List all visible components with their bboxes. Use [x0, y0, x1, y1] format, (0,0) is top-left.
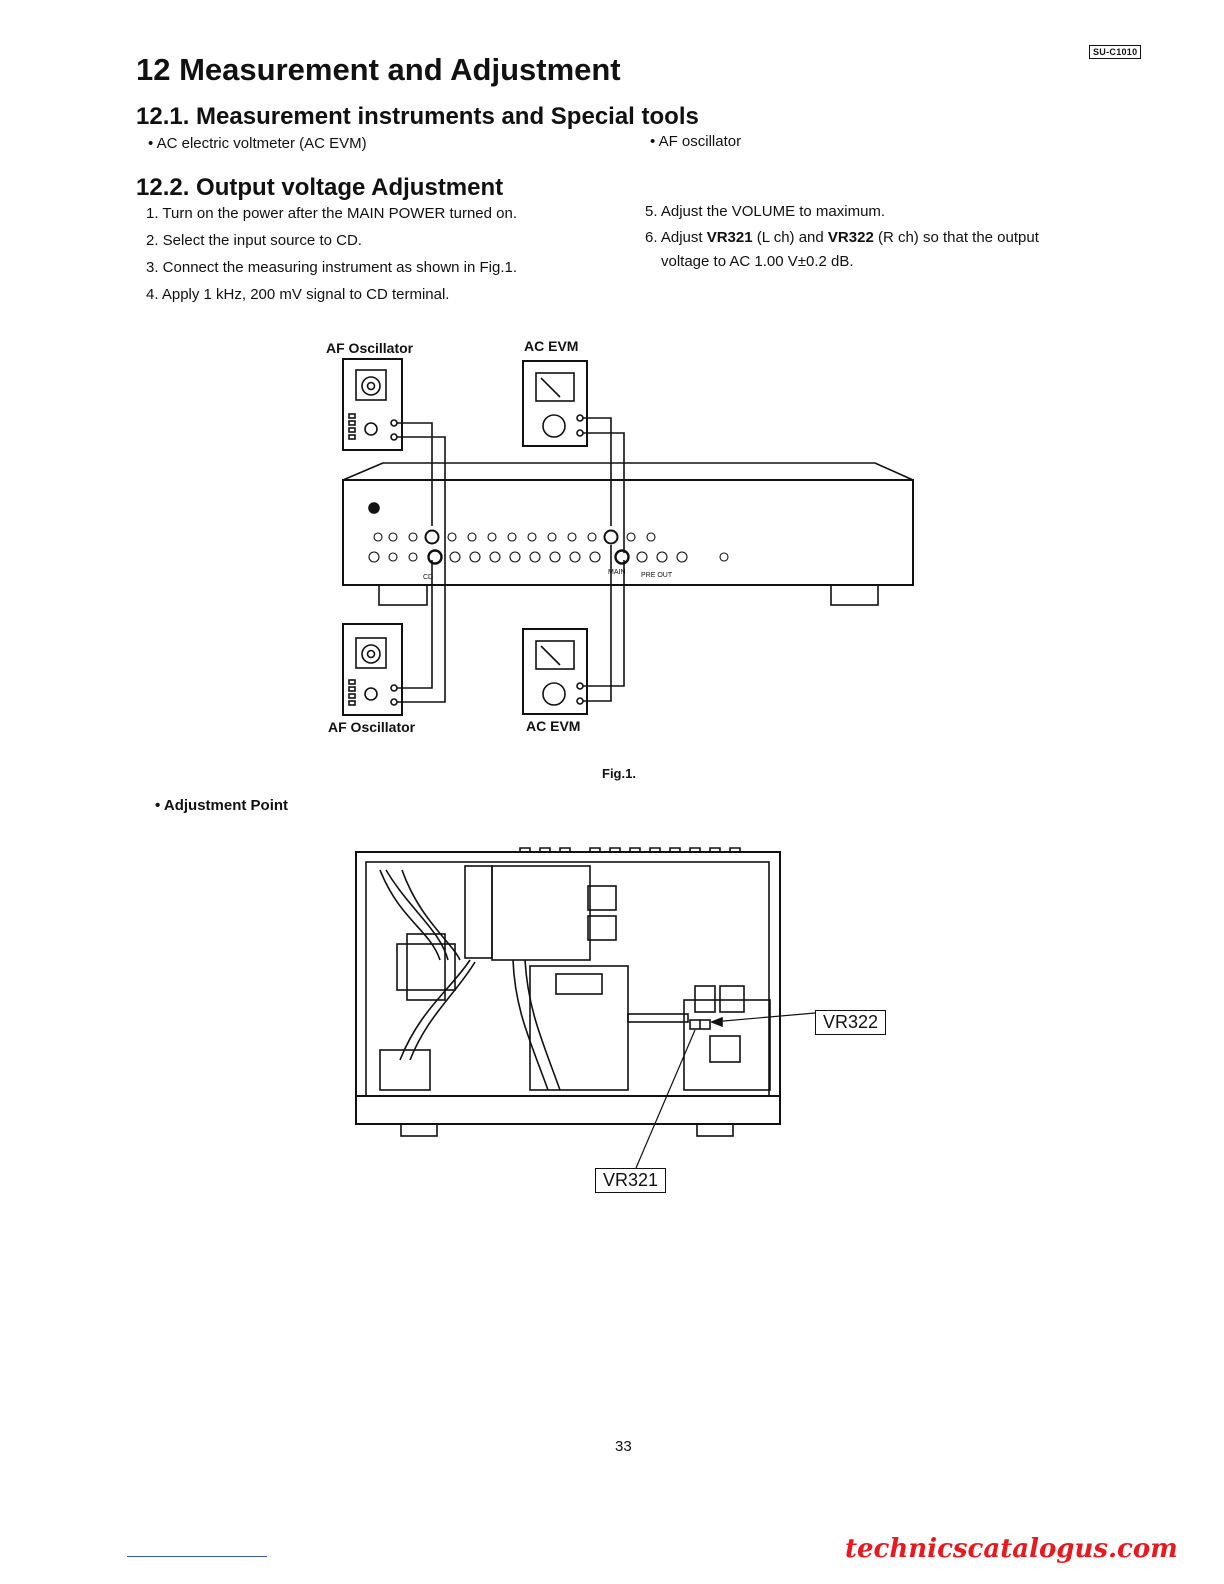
step-6-line-2: voltage to AC 1.00 V±0.2 dB.	[661, 253, 854, 270]
vr322-callout: VR322	[815, 1010, 886, 1035]
tool-af-oscillator: • AF oscillator	[650, 133, 742, 150]
af-oscillator-bottom-label: AF Oscillator	[328, 719, 416, 735]
main-terminal-label: MAIN	[608, 569, 626, 576]
tool-ac-evm: • AC electric voltmeter (AC EVM)	[148, 135, 367, 152]
step-3: 3. Connect the measuring instrument as shown in Fig.1.	[146, 259, 518, 276]
ac-evm-top-label: AC EVM	[524, 338, 579, 354]
step-4: 4. Apply 1 kHz, 200 mV signal to CD terminal.	[146, 286, 450, 303]
adjustment-point-label: • Adjustment Point	[155, 797, 289, 814]
vr321-ref: VR321	[706, 229, 753, 246]
page-title: 12 Measurement and Adjustment	[136, 52, 621, 87]
step-6: 6. Adjust VR321 (L ch) and VR322 (R ch) so that the output	[645, 229, 1039, 246]
model-tag: SU-C1010	[1089, 45, 1141, 59]
step-1: 1. Turn on the power after the MAIN POWER turned on.	[146, 205, 518, 222]
preout-terminal-label: PRE OUT	[641, 572, 673, 579]
ac-evm-bottom-label: AC EVM	[526, 718, 581, 734]
step-5: 5. Adjust the VOLUME to maximum.	[645, 203, 886, 220]
footer-website-link[interactable]: technicscatalogus.com	[845, 1534, 1178, 1564]
cd-terminal-label: CD	[423, 574, 434, 581]
page-number: 33	[615, 1438, 632, 1455]
section-heading-output-voltage: 12.2. Output voltage Adjustment	[136, 174, 504, 201]
footer-rule	[127, 1556, 267, 1557]
step-2: 2. Select the input source to CD.	[146, 232, 362, 249]
section-heading-instruments: 12.1. Measurement instruments and Special tools	[136, 103, 699, 130]
figure-caption: Fig.1.	[602, 766, 636, 781]
vr322-ref: VR322	[827, 229, 874, 246]
af-oscillator-top-label: AF Oscillator	[326, 340, 414, 356]
vr321-callout: VR321	[595, 1168, 666, 1193]
